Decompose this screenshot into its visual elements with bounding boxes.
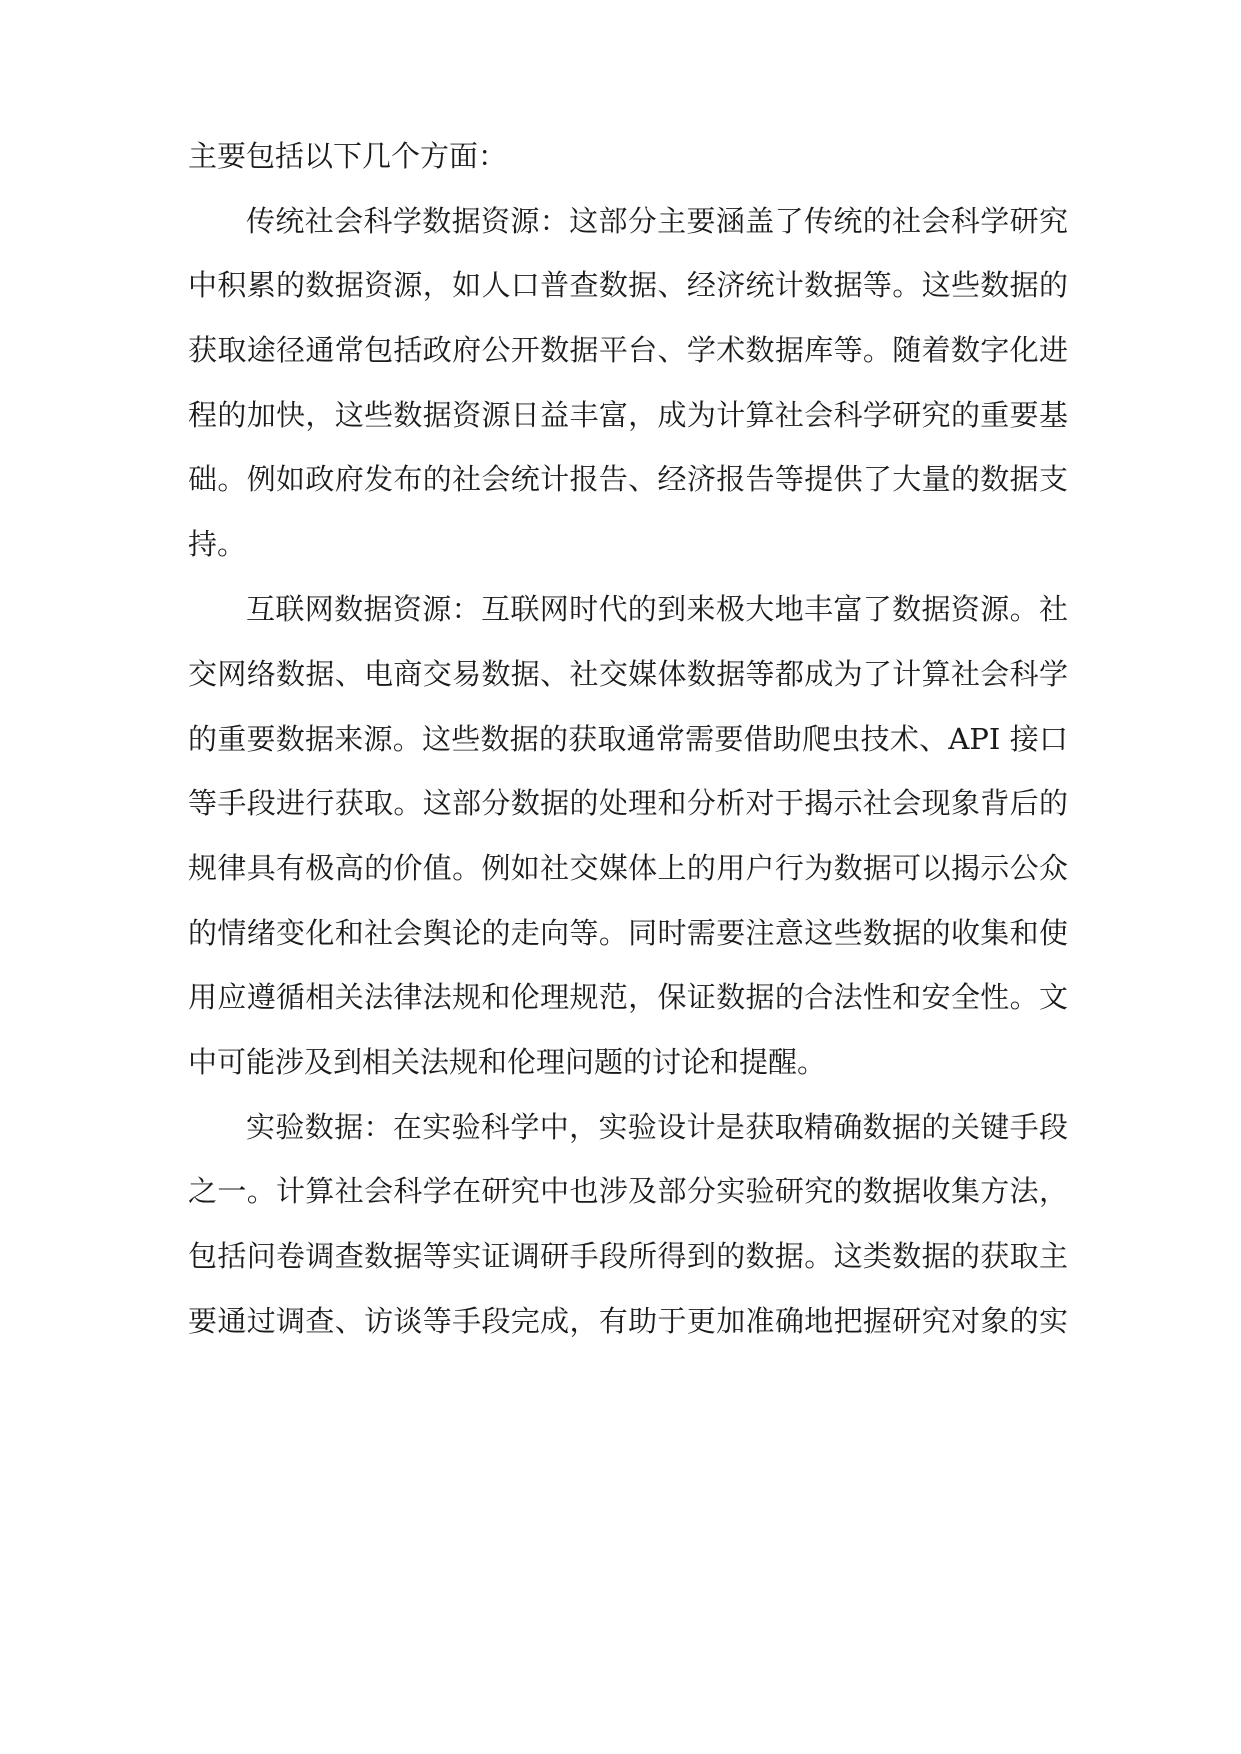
text-line: 传统社会科学数据资源：这部分主要涵盖了传统的社会科学研究 (246, 204, 1068, 238)
text-line: 主要包括以下几个方面： (188, 139, 508, 173)
text-line: 础。例如政府发布的社会统计报告、经济报告等提供了大量的数据支 (188, 462, 1068, 496)
text-line: 包括问卷调查数据等实证调研手段所得到的数据。这类数据的获取主 (188, 1239, 1068, 1273)
text-line: 程的加快，这些数据资源日益丰富，成为计算社会科学研究的重要基 (188, 398, 1068, 432)
text-line: 的情绪变化和社会舆论的走向等。同时需要注意这些数据的收集和使 (188, 916, 1068, 950)
text-line: 获取途径通常包括政府公开数据平台、学术数据库等。随着数字化进 (188, 333, 1068, 367)
text-line: 交网络数据、电商交易数据、社交媒体数据等都成为了计算社会科学 (188, 657, 1068, 691)
text-line: 之一。计算社会科学在研究中也涉及部分实验研究的数据收集方法， (188, 1174, 1068, 1208)
text-line: 互联网数据资源：互联网时代的到来极大地丰富了数据资源。社 (246, 592, 1068, 626)
text-line: 实验数据：在实验科学中，实验设计是获取精确数据的关键手段 (246, 1110, 1068, 1144)
text-line: 规律具有极高的价值。例如社交媒体上的用户行为数据可以揭示公众 (188, 851, 1068, 885)
text-line: 等手段进行获取。这部分数据的处理和分析对于揭示社会现象背后的 (188, 786, 1068, 820)
text-line: 用应遵循相关法律法规和伦理规范，保证数据的合法性和安全性。文 (188, 980, 1068, 1014)
text-line: 持。 (188, 527, 247, 561)
text-line: 要通过调查、访谈等手段完成，有助于更加准确地把握研究对象的实 (188, 1304, 1068, 1338)
text-line: 的重要数据来源。这些数据的获取通常需要借助爬虫技术、API 接口 (188, 722, 1068, 756)
text-line: 中积累的数据资源，如人口普查数据、经济统计数据等。这些数据的 (188, 268, 1068, 302)
text-line: 中可能涉及到相关法规和伦理问题的讨论和提醒。 (188, 1045, 827, 1079)
